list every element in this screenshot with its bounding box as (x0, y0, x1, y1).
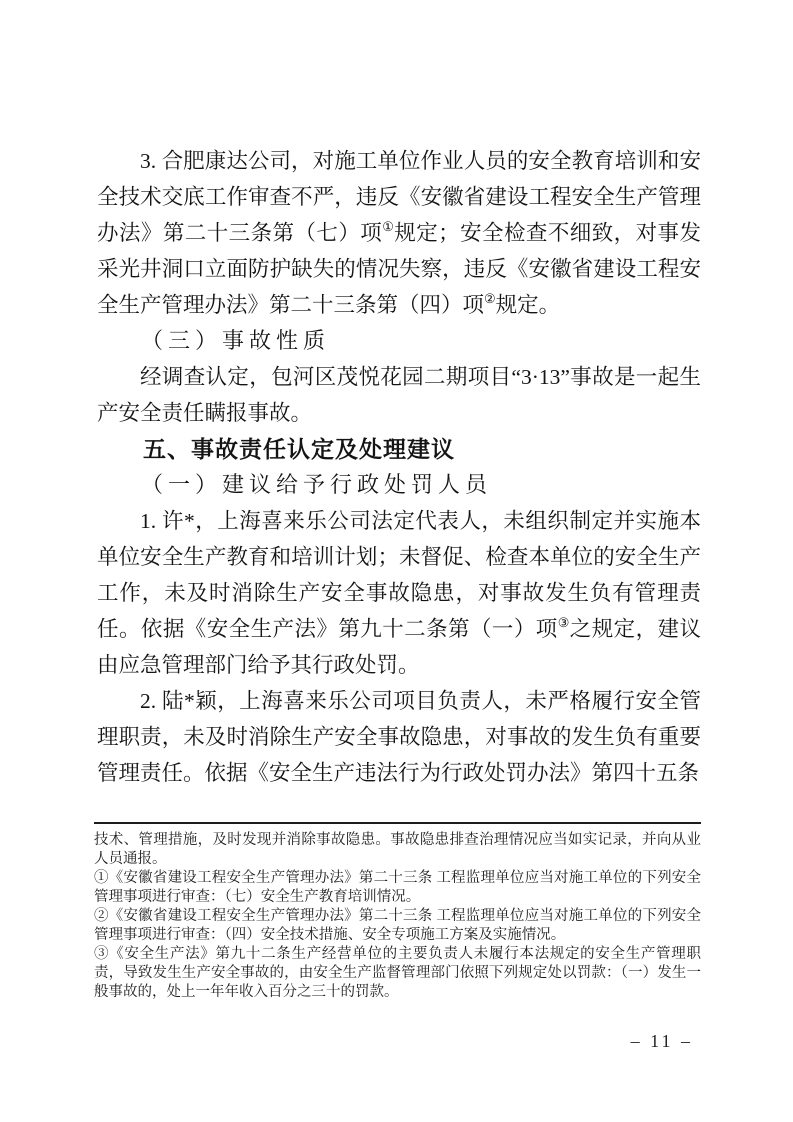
paragraph-text: 规定。 (495, 293, 561, 317)
footnote-1: ①《安徽省建设工程安全生产管理办法》第二十三条 工程监理单位应当对施工单位的下列安全管理事项进行审查：（七）安全生产教育培训情况。 (94, 870, 701, 905)
footnote-ref-1-marker: ① (382, 219, 395, 234)
paragraph-text: 1. 许*，上海喜来乐公司法定代表人，未组织制定并实施本单位安全生产教育和培训计划；未督促、检查本单位的安全生产工作，未及时消除生产安全事故隐患，对事故发生负有管理责任。依据《安全生产法》第九十二条第（一）项 (97, 509, 701, 641)
paragraph-nature-finding: 经调查认定，包河区茂悦花园二期项目“3·13”事故是一起生产安全责任瞒报事故。 (97, 365, 701, 425)
heading-section-five: 五、事故责任认定及处理建议 (143, 436, 455, 462)
heading-accident-nature: （三）事故性质 (141, 328, 331, 353)
page-number: – 11 – (630, 1031, 693, 1051)
footnote-carryover: 技术、管理措施，及时发现并消除事故隐患。事故隐患排查治理情况应当如实记录，并向从业人员通报。 (94, 832, 701, 867)
footnote-ref-3-marker: ③ (557, 615, 570, 630)
heading-subsection-one: （一）建议给予行政处罚人员 (141, 472, 493, 497)
paragraph-person-two: 2. 陆*颖，上海喜来乐公司项目负责人，未严格履行安全管理职责，未及时消除生产安全事故隐患，对事故的发生负有重要管理责任。依据《安全生产违法行为行政处罚办法》第四十五条 (97, 689, 701, 785)
footnote-2: ②《安徽省建设工程安全生产管理办法》第二十三条 工程监理单位应当对施工单位的下列安全管理事项进行审查：（四）安全技术措施、安全专项施工方案及实施情况。 (94, 908, 701, 943)
paragraph-text: 规定；安全检查不细致，对事发采光井洞口立面防护缺失的情况失察，违反《安徽省建设工程安全生产管理办法》第二十三条第（四）项 (97, 221, 701, 317)
footnotes-section (94, 822, 701, 1002)
paragraph-text: 3. 合肥康达公司，对施工单位作业人员的安全教育培训和安全技术交底工作审查不严，违反《安徽省建设工程安全生产管理办法》第二十三条第（七）项 (97, 149, 701, 245)
report-body (97, 143, 701, 791)
footnote-3: ③《安全生产法》第九十二条生产经营单位的主要负责人未履行本法规定的安全生产管理职责，导致发生生产安全事故的，由安全生产监督管理部门依照下列规定处以罚款：（一）发生一般事故的，处上一年年收入百分之三十的罚款。 (94, 946, 701, 1000)
footnote-ref-2-marker: ② (484, 291, 496, 306)
paragraph-person-one (97, 503, 701, 683)
paragraph-text: 之规定，建议由应急管理部门给予其行政处罚。 (97, 617, 701, 677)
paragraph-supervision-violation (97, 143, 701, 323)
